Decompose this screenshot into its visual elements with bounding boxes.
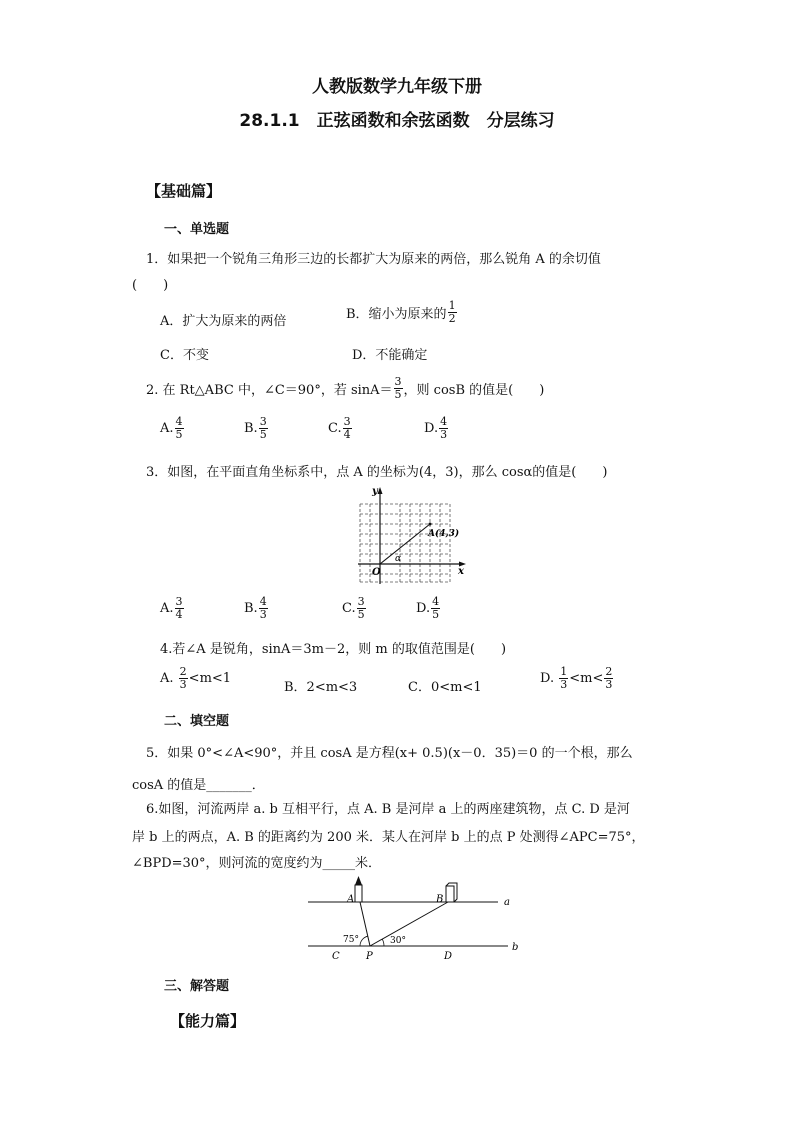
q2-b-num: 3	[259, 415, 267, 428]
q2-b-fraction	[259, 416, 268, 441]
q2-stem-prefix: 2. 在 Rt△ABC 中，∠C＝90°，若 sinA＝	[146, 383, 393, 398]
q3-a-den: 4	[175, 608, 183, 621]
q4-a-den: 3	[179, 678, 187, 691]
q1-option-d: D．不能确定	[352, 348, 428, 363]
q6-line2: 岸 b 上的两点，A. B 的距离约为 200 米．某人在河岸 b 上的点 P 处测得∠APC=75°，	[132, 830, 645, 845]
q6-angle-arc-30	[382, 939, 384, 946]
q3-coordinate-figure	[350, 484, 480, 588]
q2-d-fraction	[439, 416, 448, 441]
q2-d-den: 3	[440, 428, 448, 441]
q2-d-label: D.	[424, 421, 439, 436]
q6-label-c: C	[332, 951, 340, 962]
q3-c-label: C.	[342, 601, 356, 616]
q2-d-num: 4	[440, 415, 448, 428]
q2-a-label: A.	[160, 421, 174, 436]
q4-option-c: C．0<m<1	[408, 680, 482, 695]
q2-a-num: 4	[175, 415, 183, 428]
q1-option-c: C．不变	[160, 348, 209, 363]
q6-label-b-point: B	[436, 894, 444, 905]
section-basic: 【基础篇】	[146, 182, 222, 200]
q6-line-pb	[370, 902, 448, 946]
q6-line1: 6.如图，河流两岸 a. b 互相平行，点 A. B 是河岸 a 上的两座建筑物，点 C. D 是河	[146, 802, 630, 817]
page-title: 人教版数学九年级下册	[312, 77, 482, 97]
q2-a-den: 5	[175, 428, 183, 441]
q4-a-label: A.	[160, 671, 174, 686]
q4-stem: 4.若∠A 是锐角，sinA＝3m－2，则 m 的取值范围是( )	[160, 642, 507, 657]
q1-b-den: 2	[448, 312, 456, 325]
q2-stem	[146, 376, 544, 401]
page-subtitle: 28.1.1 正弦函数和余弦函数 分层练习	[239, 111, 555, 131]
q3-c-fraction	[357, 596, 366, 621]
q2-a-fraction	[175, 416, 184, 441]
q3-angle-label: α	[395, 554, 402, 564]
q3-origin-label: O	[372, 567, 381, 578]
q3-point-label: A(4,3)	[428, 529, 460, 539]
q1-stem-line1: 1．如果把一个锐角三角形三边的长都扩大为原来的两倍，那么锐角 A 的余切值	[146, 252, 601, 267]
section-single-choice: 一、单选题	[164, 222, 230, 237]
q3-stem: 3．如图，在平面直角坐标系中，点 A 的坐标为(4，3)，那么 cosα的值是( )	[146, 465, 608, 480]
q1-stem-line2: ( )	[132, 278, 169, 293]
q6-angle-75-label: 75°	[343, 935, 359, 945]
q4-d-den1: 3	[560, 678, 568, 691]
q2-stem-den: 5	[394, 388, 402, 401]
q3-a-fraction	[175, 596, 184, 621]
q2-c-fraction	[343, 416, 352, 441]
section-ability: 【能力篇】	[170, 1012, 246, 1030]
q2-option-d	[424, 416, 449, 441]
q5-line2: cosA 的值是_______．	[132, 778, 265, 793]
q3-point-a	[429, 523, 432, 526]
q6-building-a-roof-icon	[355, 876, 362, 885]
q6-angle-arc-75	[360, 936, 368, 946]
q6-building-a	[355, 885, 362, 902]
q4-a-fraction	[179, 666, 188, 691]
q3-option-b	[244, 596, 269, 621]
q2-c-den: 4	[343, 428, 351, 441]
q3-y-arrow-icon	[378, 487, 383, 494]
q4-option-d	[540, 666, 614, 691]
q4-d-fraction1	[559, 666, 568, 691]
q3-b-num: 4	[259, 595, 267, 608]
q2-stem-suffix: ，则 cosB 的值是( )	[403, 383, 545, 398]
q6-label-bank-b: b	[512, 942, 519, 953]
q1-option-b	[346, 300, 458, 325]
q2-b-den: 5	[259, 428, 267, 441]
q4-option-b: B．2<m<3	[284, 680, 358, 695]
q3-x-label: x	[458, 566, 464, 577]
q2-stem-fraction	[394, 376, 403, 401]
q3-d-fraction	[431, 596, 440, 621]
q4-d-label: D.	[540, 671, 555, 686]
q6-label-p: P	[366, 951, 373, 962]
q6-line3: ∠BPD=30°，则河流的宽度约为_____米．	[132, 856, 382, 871]
q3-d-num: 4	[432, 595, 440, 608]
q1-option-b-text: B．缩小为原来的	[346, 307, 447, 322]
q4-d-mid: <m<	[569, 671, 604, 686]
q6-label-a-point: A	[347, 894, 355, 905]
q4-a-suffix: <m<1	[188, 671, 232, 686]
q6-angle-30-label: 30°	[390, 936, 406, 946]
q2-c-num: 3	[343, 415, 351, 428]
q5-line1: 5．如果 0°<∠A<90°，并且 cosA 是方程(x+ 0.5)(x－0．35)＝0 的一个根，那么	[146, 746, 633, 761]
q3-option-c	[342, 596, 367, 621]
q6-line-pa	[360, 902, 370, 946]
q3-a-num: 3	[175, 595, 183, 608]
q2-option-b	[244, 416, 269, 441]
q1-option-b-fraction	[448, 300, 457, 325]
q2-option-c	[328, 416, 353, 441]
q6-building-b	[446, 886, 454, 902]
q3-d-label: D.	[416, 601, 431, 616]
q3-b-den: 3	[259, 608, 267, 621]
q3-option-d	[416, 596, 441, 621]
q4-d-fraction2	[604, 666, 613, 691]
q3-option-a	[160, 596, 185, 621]
q3-a-label: A.	[160, 601, 174, 616]
q3-c-den: 5	[357, 608, 365, 621]
q4-d-den2: 3	[605, 678, 613, 691]
q3-b-label: B.	[244, 601, 258, 616]
q1-option-a: A．扩大为原来的两倍	[160, 314, 287, 329]
section-fill-blank: 二、填空题	[164, 714, 230, 729]
q1-b-num: 1	[448, 299, 456, 312]
q3-y-label: y	[372, 486, 378, 497]
q6-label-d: D	[444, 951, 453, 962]
q4-d-num2: 2	[605, 665, 613, 678]
q2-b-label: B.	[244, 421, 258, 436]
q2-c-label: C.	[328, 421, 342, 436]
q6-label-bank-a: a	[504, 897, 510, 908]
q3-b-fraction	[259, 596, 268, 621]
q2-stem-num: 3	[394, 375, 402, 388]
q4-option-a	[160, 666, 231, 691]
q4-d-num1: 1	[560, 665, 568, 678]
q2-option-a	[160, 416, 185, 441]
q4-a-num: 2	[179, 665, 187, 678]
q6-river-figure	[300, 872, 530, 964]
q3-c-num: 3	[357, 595, 365, 608]
q3-d-den: 5	[432, 608, 440, 621]
section-answer: 三、解答题	[164, 979, 230, 994]
